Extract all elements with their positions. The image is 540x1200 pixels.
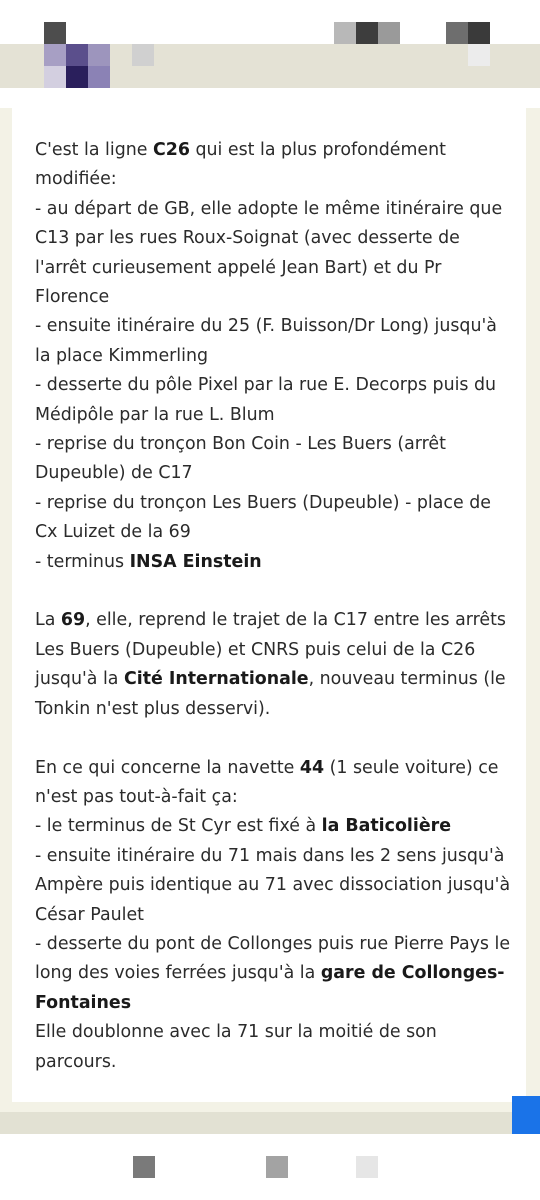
post-text-run: - ensuite itinéraire du 71 mais dans les 2 sens jusqu'à Ampère puis identique au 71 avec dissociation jusqu'à César Paulet — [35, 845, 511, 925]
post-text-run: C'est la ligne — [35, 140, 153, 160]
post-emphasis: 69 — [60, 610, 86, 631]
post-text-run: En ce qui concerne la navette — [35, 757, 300, 778]
post-text-run: - reprise du tronçon Bon Coin - Les Buers (arrêt Dupeuble) de C17 — [35, 434, 446, 484]
post-text-run: qui est la plus profondément modifiée: — [35, 140, 446, 190]
nav-back-icon[interactable] — [133, 1156, 155, 1178]
post-text-run: - ensuite itinéraire du 25 (F. Buisson/Dr Long) jusqu'à la place Kimmerling — [35, 316, 497, 366]
post-emphasis: gare de Collonges-Fontaines — [35, 963, 505, 1013]
post-text-run: , elle, reprend le trajet de la C17 entre les arrêts Les Buers (Dupeuble) et CNRS puis celui de la C26 jusqu'à la — [35, 610, 506, 690]
post-text-run: La — [35, 610, 61, 631]
post-text-run: Elle doublonne avec la 71 sur la moitié de son parcours. — [35, 1022, 437, 1072]
post-text-run: , nouveau terminus (le Tonkin n'est plus desservi). — [35, 669, 506, 719]
post-emphasis: C26 — [153, 140, 190, 160]
nav-recents-icon[interactable] — [356, 1156, 378, 1178]
post-emphasis: INSA Einstein — [129, 551, 262, 572]
scroll-indicator[interactable] — [512, 1096, 540, 1134]
post-text-run: - au départ de GB, elle adopte le même itinéraire que C13 par les rues Roux-Soignat (avec desserte de l'arrêt curieusement appelé Jean Bart) et du Pr Florence — [35, 198, 503, 308]
post-emphasis: la Baticolière — [321, 816, 451, 837]
post-text-run: - reprise du tronçon Les Buers (Dupeuble) - place de Cx Luizet de la 69 — [35, 492, 491, 543]
post-emphasis: Cité Internationale — [123, 669, 309, 690]
post-emphasis: 44 — [299, 757, 325, 778]
post-text-run: - le terminus de St Cyr est fixé à — [35, 816, 322, 837]
post-paragraph — [35, 754, 513, 1077]
post-paragraph — [35, 606, 513, 724]
nav-home-icon[interactable] — [266, 1156, 288, 1178]
post-body — [35, 136, 513, 1077]
post-text-run: - desserte du pôle Pixel par la rue E. Decorps puis du Médipôle par la rue L. Blum — [35, 375, 497, 425]
post-text-run: - desserte du pont de Collonges puis rue Pierre Pays le long des voies ferrées jusqu'à la — [35, 933, 511, 984]
post-text-run: - terminus — [35, 551, 130, 572]
post-footer-bar — [0, 1112, 540, 1134]
post-paragraph — [35, 136, 513, 577]
post-text-run: (1 seule voiture) ce n'est pas tout-à-fait ça: — [35, 757, 499, 807]
